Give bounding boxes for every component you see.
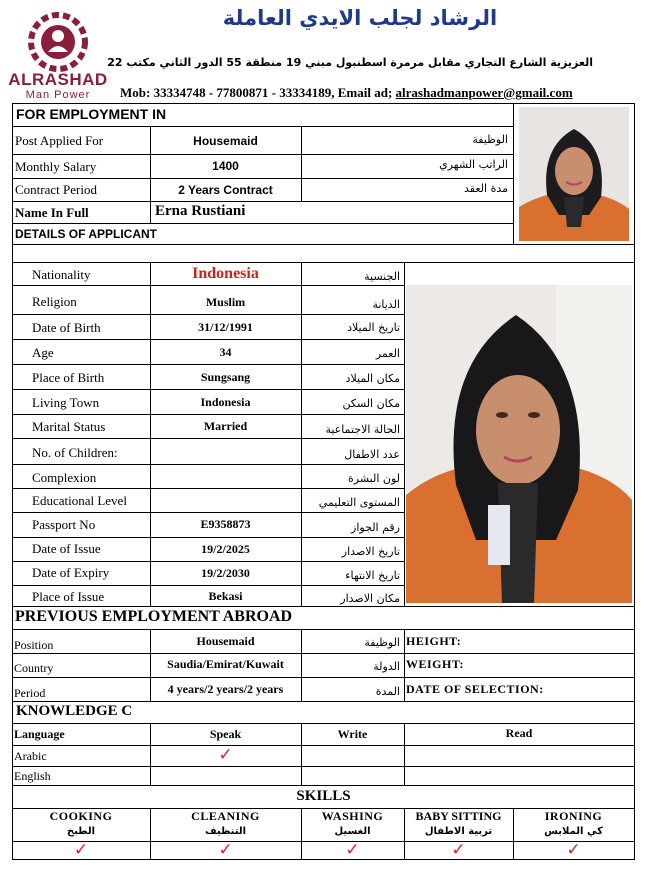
education-label-ar: المستوى التعليمي xyxy=(318,496,400,509)
passport-label-ar: رقم الجواز xyxy=(351,521,400,534)
issue-place-value: Bekasi xyxy=(208,589,243,603)
logo-icon xyxy=(8,10,108,72)
country-label: Country xyxy=(14,661,54,675)
email-link[interactable]: alrashadmanpower@gmail.com xyxy=(395,85,573,100)
issue-date-label: Date of Issue xyxy=(32,541,101,556)
living-town-label-ar: مكان السكن xyxy=(342,397,400,410)
expiry-date-value: 19/2/2030 xyxy=(201,566,250,580)
skill-ironing-check: ✓ xyxy=(566,840,581,860)
selection-date-label: DATE OF SELECTION: xyxy=(406,682,544,696)
country-value: Saudia/Emirat/Kuwait xyxy=(167,657,284,671)
skill-ironing-ar: كي الملابس xyxy=(544,826,603,837)
birthplace-label-ar: مكان الميلاد xyxy=(345,372,400,385)
contact-line xyxy=(120,85,640,101)
expiry-date-label: Date of Expiry xyxy=(32,565,110,580)
post-label: Post Applied For xyxy=(15,133,104,148)
period-label: Period xyxy=(14,686,46,700)
marital-label-ar: الحالة الاجتماعية xyxy=(325,423,400,436)
height-label: HEIGHT: xyxy=(406,634,462,648)
children-label-ar: عدد الاطفال xyxy=(344,448,400,461)
logo-text: ALRASHAD xyxy=(8,70,108,89)
salary-value: 1400 xyxy=(212,159,239,173)
period-value: 4 years/2 years/2 years xyxy=(167,682,284,696)
passport-value: E9358873 xyxy=(200,517,251,531)
dob-value: 31/12/1991 xyxy=(198,320,253,334)
issue-date-label-ar: تاريخ الاصدار xyxy=(341,545,400,558)
skill-cooking: COOKING xyxy=(49,809,113,823)
person-photo-icon xyxy=(406,285,632,603)
language-arabic: Arabic xyxy=(14,749,47,763)
complexion-label: Complexion xyxy=(32,470,97,485)
section-title-employment: FOR EMPLOYMENT IN xyxy=(16,106,167,122)
skill-cleaning: CLEANING xyxy=(191,809,260,823)
skill-washing-ar: الغسيل xyxy=(334,826,371,837)
name-label: Name In Full xyxy=(15,205,89,220)
skill-cooking-check: ✓ xyxy=(73,840,89,860)
birthplace-label: Place of Birth xyxy=(32,370,105,385)
title-arabic: الرشاد لجلب الايدي العاملة xyxy=(222,6,498,30)
read-header: Read xyxy=(505,726,533,740)
living-town-value: Indonesia xyxy=(200,395,251,409)
applicant-photo-small xyxy=(519,107,629,241)
living-town-label: Living Town xyxy=(32,395,100,410)
position-label: Position xyxy=(14,638,54,652)
section-title-details: DETAILS OF APPLICANT xyxy=(15,227,157,241)
contact-phones: Mob: 33334748 - 77800871 - 33334189, Email ad; xyxy=(120,85,396,100)
marital-value: Married xyxy=(203,419,248,433)
salary-label: Monthly Salary xyxy=(15,159,97,174)
logo-subtext: Man Power xyxy=(25,89,91,101)
issue-date-value: 19/2/2025 xyxy=(201,542,250,556)
complexion-label-ar: لون البشرة xyxy=(348,472,400,485)
passport-label: Passport No xyxy=(32,517,96,532)
post-value: Housemaid xyxy=(193,134,258,148)
speak-header: Speak xyxy=(209,727,242,741)
period-label-ar: المدة xyxy=(375,685,400,698)
contract-label: Contract Period xyxy=(15,182,97,197)
contract-value: 2 Years Contract xyxy=(178,183,273,197)
skill-ironing: IRONING xyxy=(544,809,603,823)
write-header: Write xyxy=(337,727,368,741)
dob-label: Date of Birth xyxy=(32,320,101,335)
section-title-previous: PREVIOUS EMPLOYMENT ABROAD xyxy=(15,608,293,625)
logo xyxy=(8,10,108,102)
skill-cleaning-check: ✓ xyxy=(218,840,233,860)
language-english: English xyxy=(14,769,51,783)
name-value: Erna Rustiani xyxy=(155,203,246,219)
skill-baby-sitting-check: ✓ xyxy=(451,840,466,860)
children-label: No. of Children: xyxy=(32,445,118,460)
position-label-ar: الوظيفة xyxy=(364,636,400,649)
issue-place-label-ar: مكان الاصدار xyxy=(340,592,400,605)
section-title-knowledge: KNOWLEDGE C xyxy=(16,703,133,719)
nationality-label: Nationality xyxy=(32,267,91,282)
post-label-ar: الوظيفة xyxy=(472,133,508,146)
marital-label: Marital Status xyxy=(32,419,106,434)
dob-label-ar: تاريخ الميلاد xyxy=(347,321,400,334)
education-label: Educational Level xyxy=(32,493,127,508)
religion-value: Muslim xyxy=(205,295,246,309)
weight-label: WEIGHT: xyxy=(406,657,464,671)
skill-washing: WASHING xyxy=(321,809,384,823)
religion-label: Religion xyxy=(32,294,77,309)
expiry-date-label-ar: تاريخ الانتهاء xyxy=(345,569,400,582)
country-label-ar: الدولة xyxy=(373,660,400,673)
contract-label-ar: مدة العقد xyxy=(464,182,508,195)
birthplace-value: Sungsang xyxy=(200,370,251,384)
nationality-value: Indonesia xyxy=(192,265,259,282)
skill-baby-sitting-ar: تربية الاطفال xyxy=(424,826,493,837)
age-value: 34 xyxy=(219,345,232,359)
skill-baby-sitting: BABY SITTING xyxy=(415,809,502,823)
age-label: Age xyxy=(32,345,54,360)
section-title-skills: SKILLS xyxy=(296,788,351,804)
skill-washing-check: ✓ xyxy=(345,840,360,860)
skill-cooking-ar: الطبخ xyxy=(66,826,96,837)
language-header: Language xyxy=(14,727,65,741)
skill-cleaning-ar: التنظيف xyxy=(204,826,247,837)
age-label-ar: العمر xyxy=(375,347,400,360)
nationality-label-ar: الجنسية xyxy=(364,270,400,283)
salary-label-ar: الراتب الشهري xyxy=(439,158,508,171)
arabic-speak-check: ✓ xyxy=(218,745,233,765)
issue-place-label: Place of Issue xyxy=(32,589,105,604)
address-arabic: العزيزية الشارع التجاري مقابل مرمرة اسطنبول مبني 19 منطقة 55 الدور الثاني مكتب 22 xyxy=(107,56,593,69)
religion-label-ar: الديانة xyxy=(372,298,400,311)
person-photo-icon xyxy=(519,107,629,241)
applicant-photo-large xyxy=(406,285,632,603)
position-value: Housemaid xyxy=(196,634,255,648)
